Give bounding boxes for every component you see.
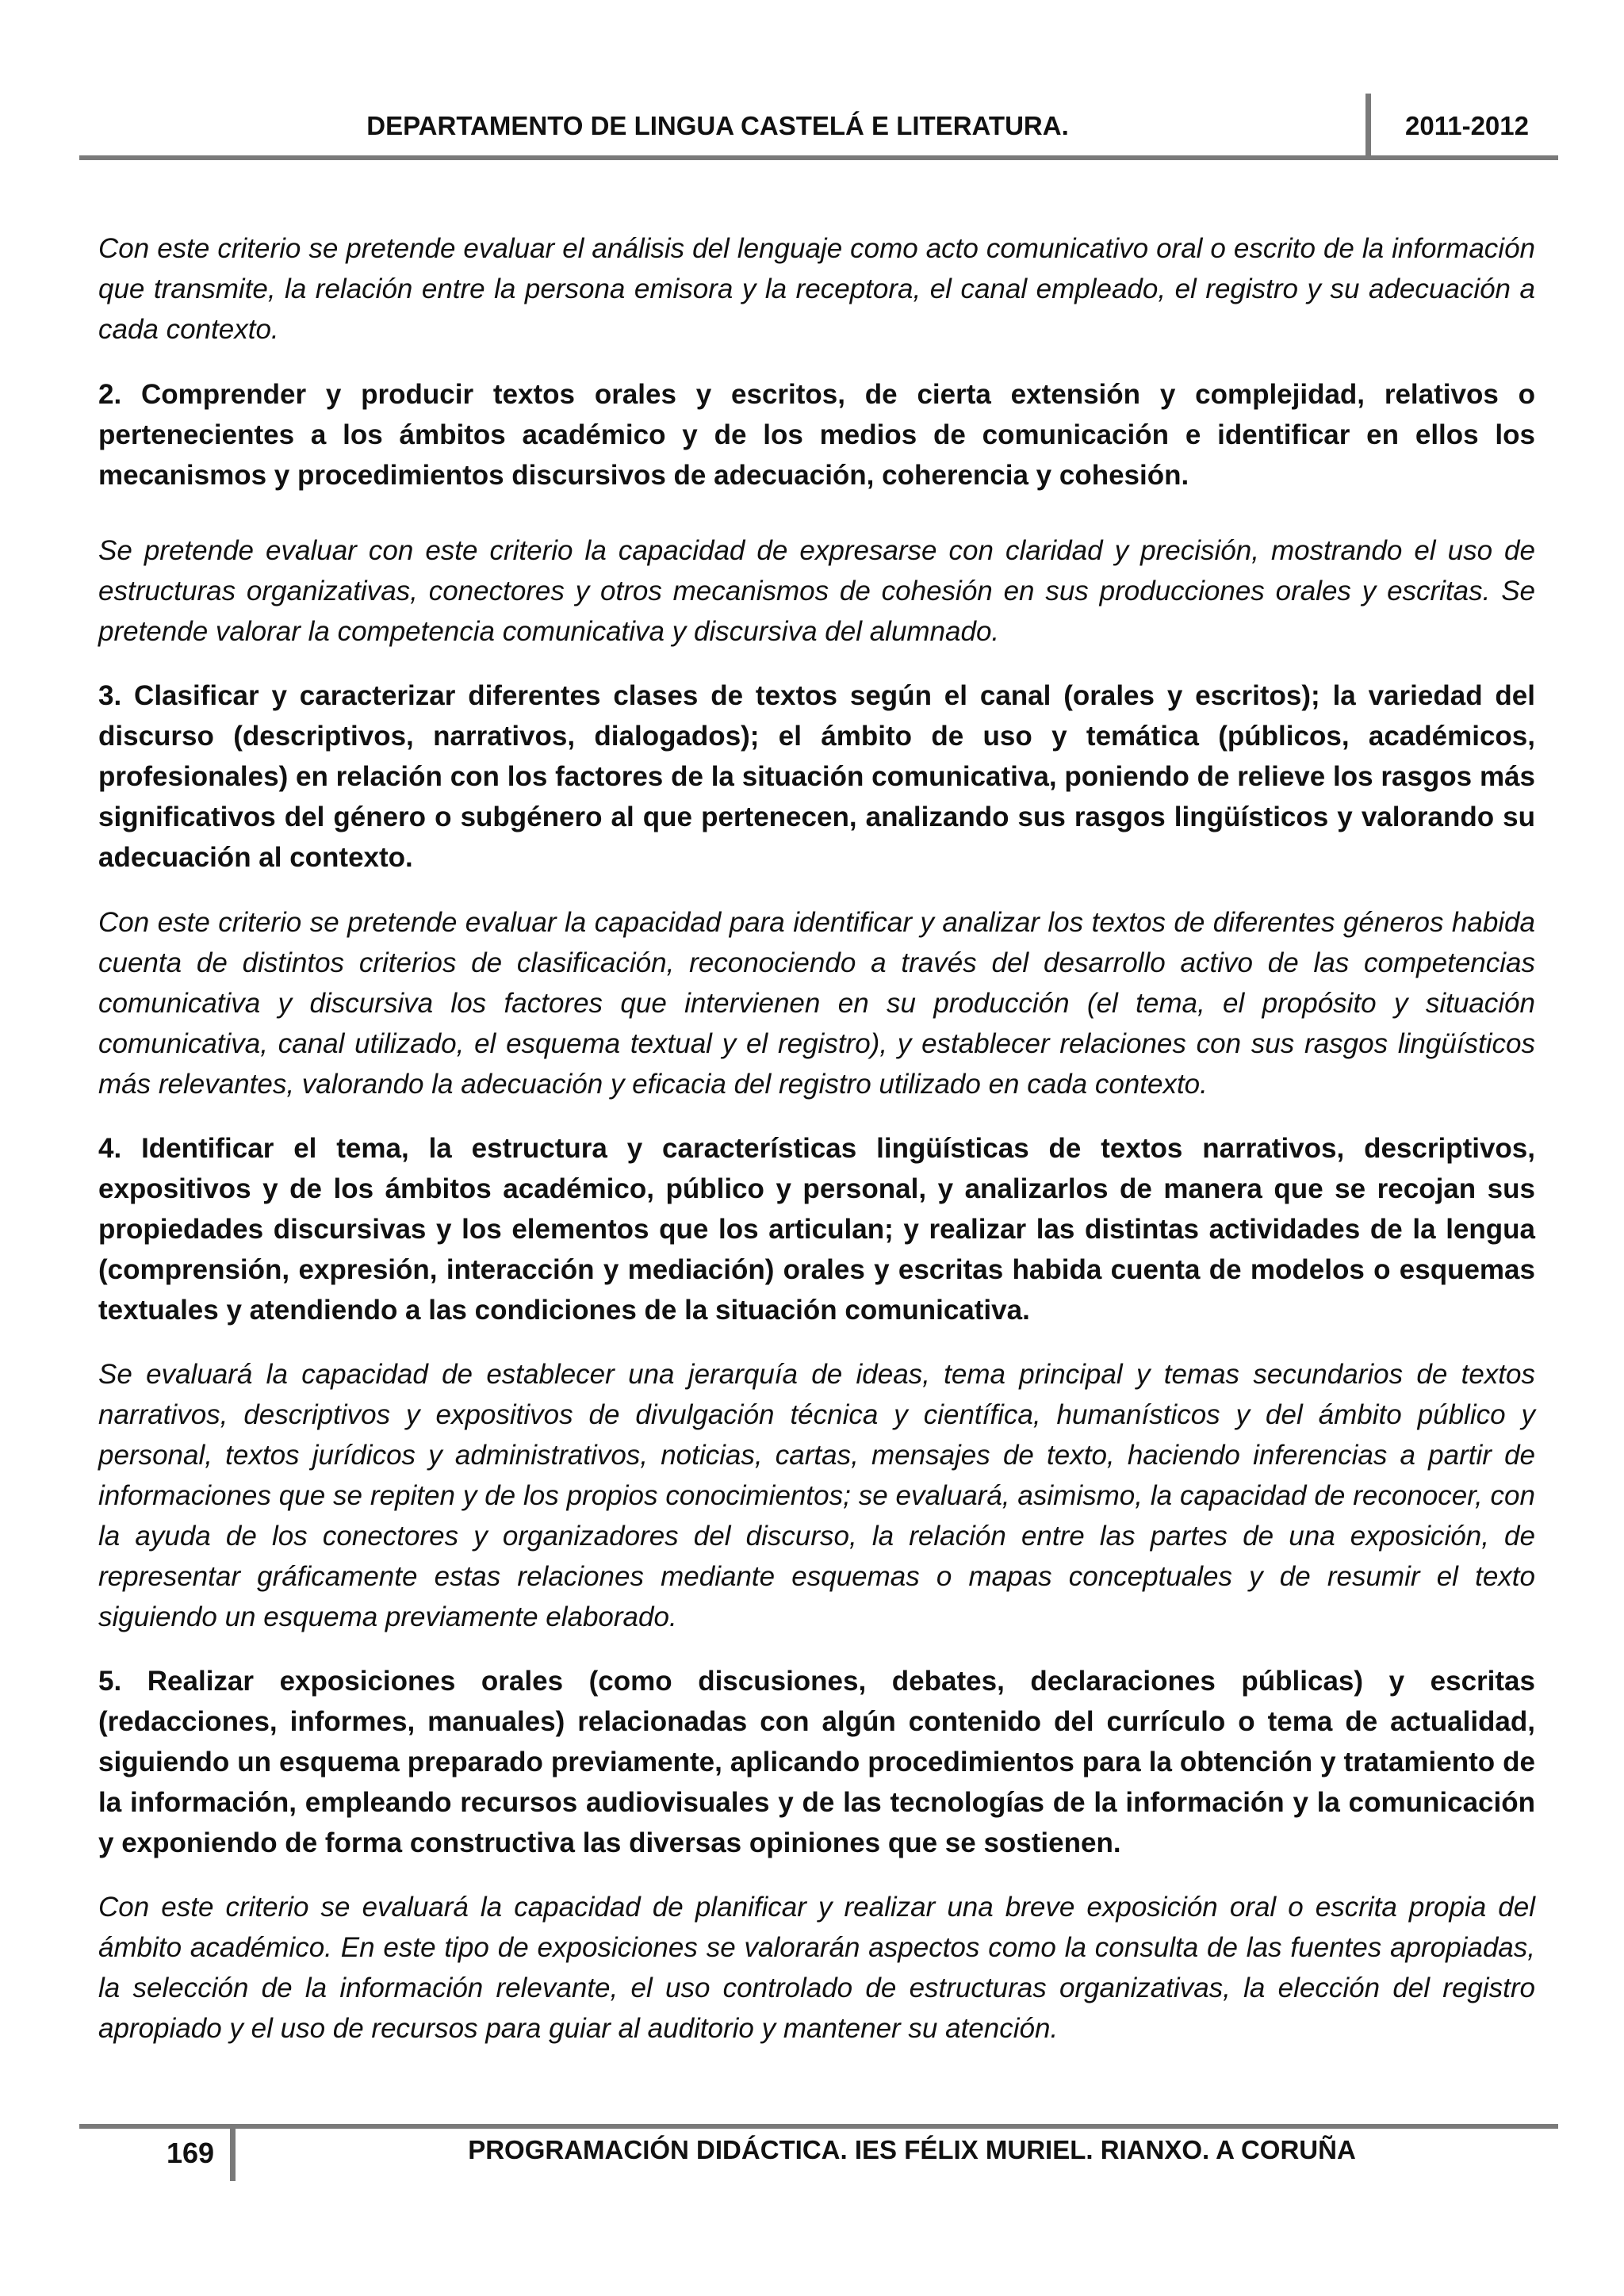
criterion-2-explanation: Se pretende evaluar con este criterio la capacidad de expresarse con claridad y precisión, mostrando el uso de estructuras organizativas, conectores y otros mecanismos de cohesión en sus producciones orales y escritas. Se pretende valorar la competencia comunicativa y discursiva del alumnado. [98, 535, 1535, 647]
header-year: 2011-2012 [1405, 111, 1529, 140]
header-department: DEPARTAMENTO DE LINGUA CASTELÁ E LITERATURA. [366, 111, 1069, 140]
footer-rule [79, 2124, 1558, 2129]
footer-title: PROGRAMACIÓN DIDÁCTICA. IES FÉLIX MURIEL. RIANXO. A CORUÑA [468, 2135, 1356, 2164]
header-separator [1365, 94, 1371, 157]
criterion-4-heading: 4. Identificar el tema, la estructura y características lingüísticas de textos narrativos, descriptivos, expositivos y de los ámbitos académico, público y personal, y analizarlos de manera que se recojan sus propiedades discursivas y los elementos que los articulan; y realizar las distintas actividades de la lengua (comprensión, expresión, interacción y mediación) orales y escritas habida cuenta de modelos o esquemas textuales y atendiendo a las condiciones de la situación comunicativa. [98, 1133, 1535, 1326]
criterion-5-heading: 5. Realizar exposiciones orales (como discusiones, debates, declaraciones públicas) y escritas (redacciones, informes, manuales) relacionadas con algún contenido del currículo o tema de actualidad, siguiendo un esquema preparado previamente, aplicando procedimientos para la obtención y tratamiento de la información, empleando recursos audiovisuales y de las tecnologías de la información y la comunicación y exponiendo de forma constructiva las diversas opiniones que se sostienen. [98, 1666, 1535, 1858]
footer-separator [230, 2124, 236, 2181]
criterion-2-heading: 2. Comprender y producir textos orales y escritos, de cierta extensión y complejidad, relativos o pertenecientes a los ámbitos académico y de los medios de comunicación e identificar en ellos los mecanismos y procedimientos discursivos de adecuación, coherencia y cohesión. [98, 379, 1535, 491]
page-body [98, 198, 1535, 2049]
criterion-1-explanation: Con este criterio se pretende evaluar el análisis del lenguaje como acto comunicativo oral o escrito de la información que transmite, la relación entre la persona emisora y la receptora, el canal empleado, el registro y su adecuación a cada contexto. [98, 233, 1535, 345]
criterion-4-explanation: Se evaluará la capacidad de establecer una jerarquía de ideas, tema principal y temas secundarios de textos narrativos, descriptivos y expositivos de divulgación técnica y científica, humanísticos y del ámbito público y personal, textos jurídicos y administrativos, noticias, cartas, mensajes de texto, haciendo inferencias a partir de informaciones que se repiten y de los propios conocimientos; se evaluará, asimismo, la capacidad de reconocer, con la ayuda de los conectores y organizadores del discurso, la relación entre las partes de una exposición, de representar gráficamente estas relaciones mediante esquemas o mapas conceptuales y de resumir el texto siguiendo un esquema previamente elaborado. [98, 1359, 1535, 1632]
page-number: 169 [166, 2137, 215, 2169]
criterion-5-explanation: Con este criterio se evaluará la capacidad de planificar y realizar una breve exposición oral o escrita propia del ámbito académico. En este tipo de exposiciones se valorarán aspectos como la consulta de las fuentes apropiadas, la selección de la información relevante, el uso controlado de estructuras organizativas, la elección del registro apropiado y el uso de recursos para guiar al auditorio y mantener su atención. [98, 1892, 1535, 2044]
header-rule [79, 155, 1558, 160]
criterion-3-explanation: Con este criterio se pretende evaluar la capacidad para identificar y analizar los textos de diferentes géneros habida cuenta de distintos criterios de clasificación, reconociendo a través del desarrollo activo de las competencias comunicativa y discursiva los factores que intervienen en su producción (el tema, el propósito y situación comunicativa, canal utilizado, el esquema textual y el registro), y establecer relaciones con sus rasgos lingüísticos más relevantes, valorando la adecuación y eficacia del registro utilizado en cada contexto. [98, 907, 1535, 1100]
criterion-3-heading: 3. Clasificar y caracterizar diferentes clases de textos según el canal (orales y escritos); la variedad del discurso (descriptivos, narrativos, dialogados); el ámbito de uso y temática (públicos, académicos, profesionales) en relación con los factores de la situación comunicativa, poniendo de relieve los rasgos más significativos del género o subgénero al que pertenecen, analizando sus rasgos lingüísticos y valorando su adecuación al contexto. [98, 680, 1535, 873]
